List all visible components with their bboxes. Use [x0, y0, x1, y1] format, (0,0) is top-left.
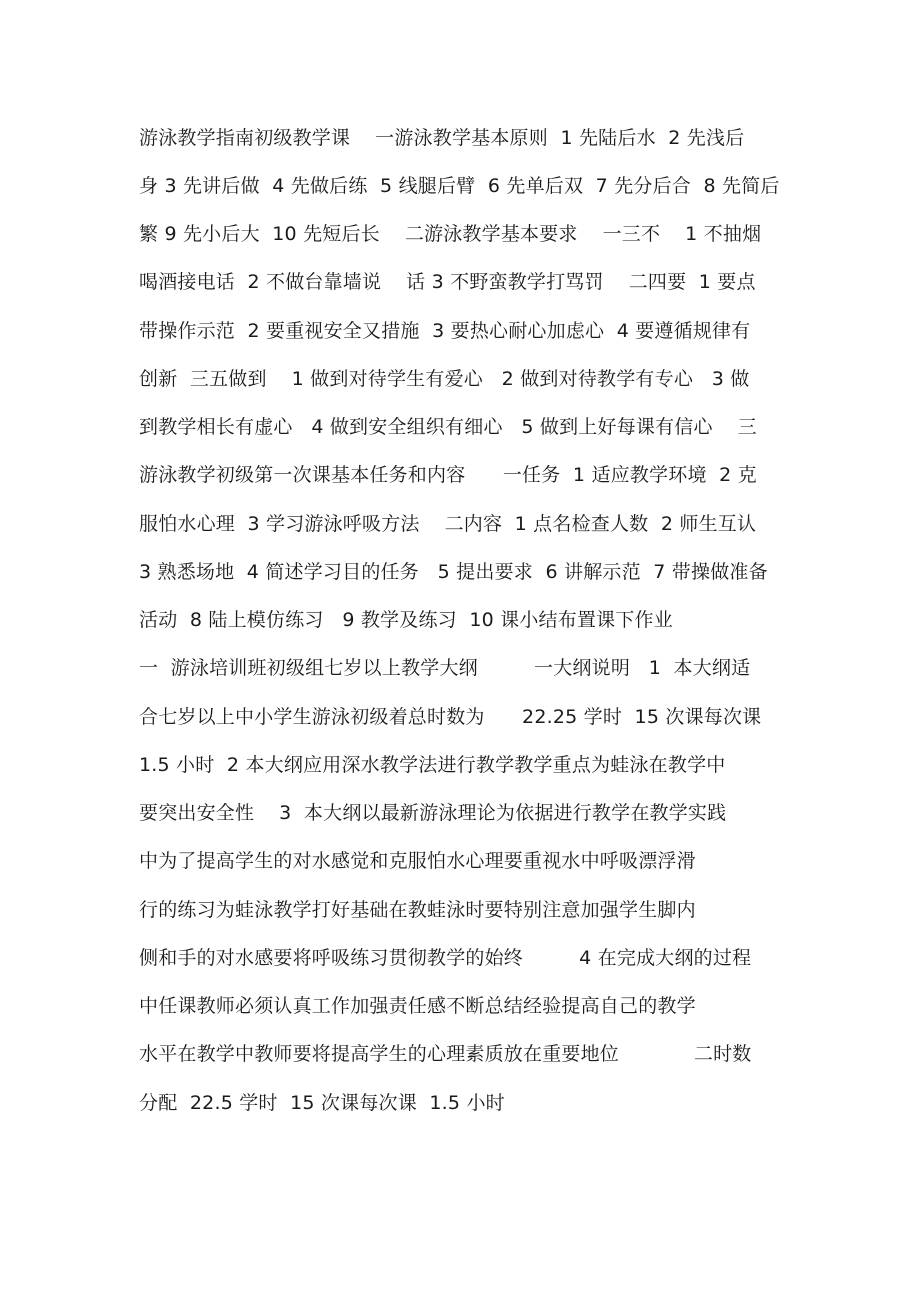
text-line: 行的练习为蛙泳教学打好基础在教蛙泳时要特别注意加强学生脚内	[139, 899, 696, 921]
text-line: 侧和手的对水感要将呼吸练习贯彻教学的始终 4 在完成大纲的过程	[139, 947, 752, 969]
text-line: 身 3 先讲后做 4 先做后练 5 线腿后臂 6 先单后双 7 先分后合 8 先简后	[139, 175, 780, 197]
text-line: 喝酒接电话 2 不做台靠墙说 话 3 不野蛮教学打骂罚 二四要 1 要点	[139, 271, 756, 293]
text-line: 一 游泳培训班初级组七岁以上教学大纲 一大纲说明 1 本大纲适	[139, 657, 751, 679]
text-line: 合七岁以上中小学生游泳初级着总时数为 22.25 学时 15 次课每次课	[139, 706, 762, 728]
text-line: 带操作示范 2 要重视安全又措施 3 要热心耐心加虑心 4 要遵循规律有	[139, 320, 751, 342]
text-line: 水平在教学中教师要将提高学生的心理素质放在重要地位 二时数	[139, 1043, 752, 1065]
text-line: 游泳教学指南初级教学课 一游泳教学基本原则 1 先陆后水 2 先浅后	[139, 127, 745, 149]
text-line: 分配 22.5 学时 15 次课每次课 1.5 小时	[139, 1092, 505, 1114]
text-line: 到教学相长有虚心 4 做到安全组织有细心 5 做到上好每课有信心 三	[139, 416, 757, 438]
text-line: 游泳教学初级第一次课基本任务和内容 一任务 1 适应教学环境 2 克	[139, 464, 757, 486]
text-line: 中为了提高学生的对水感觉和克服怕水心理要重视水中呼吸漂浮滑	[139, 850, 696, 872]
text-line: 创新 三五做到 1 做到对待学生有爱心 2 做到对待教学有专心 3 做	[139, 368, 750, 390]
text-line: 要突出安全性 3 本大纲以最新游泳理论为依据进行教学在教学实践	[139, 802, 727, 824]
text-line: 3 熟悉场地 4 简述学习目的任务 5 提出要求 6 讲解示范 7 带操做准备	[139, 561, 768, 583]
text-line: 1.5 小时 2 本大纲应用深水教学法进行教学教学重点为蛙泳在教学中	[139, 754, 726, 776]
text-line: 中任课教师必须认真工作加强责任感不断总结经验提高自己的教学	[139, 995, 696, 1017]
text-line: 活动 8 陆上模仿练习 9 教学及练习 10 课小结布置课下作业	[139, 609, 673, 631]
text-line: 服怕水心理 3 学习游泳呼吸方法 二内容 1 点名检查人数 2 师生互认	[139, 513, 757, 535]
text-line: 繁 9 先小后大 10 先短后长 二游泳教学基本要求 一三不 1 不抽烟	[139, 223, 762, 245]
